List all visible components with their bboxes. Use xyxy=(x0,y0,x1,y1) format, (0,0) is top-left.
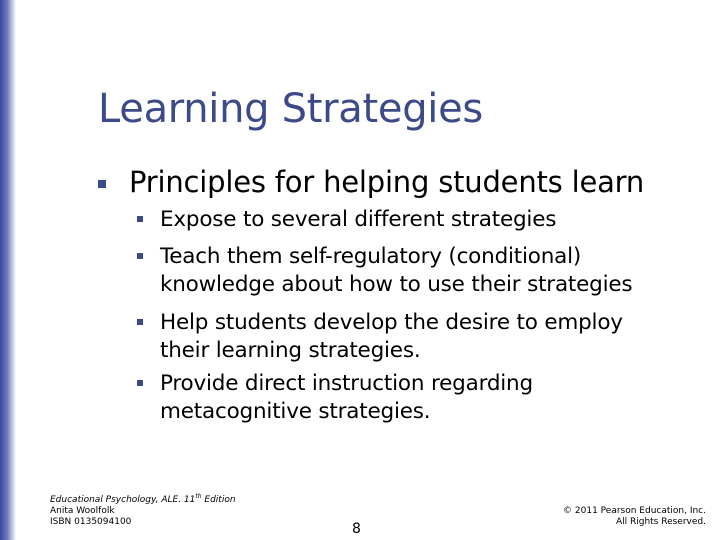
main-point: Principles for helping students learn xyxy=(129,165,645,199)
sub-bullet-marker xyxy=(137,380,143,386)
sub-point-1 xyxy=(160,206,556,234)
sub-point-2-line-1: Teach them self-regulatory (conditional) xyxy=(160,244,582,269)
sub-bullet-marker xyxy=(137,319,143,325)
sub-bullet-marker xyxy=(137,253,143,259)
rights-line: All Rights Reserved. xyxy=(615,517,706,527)
slide-title: Learning Strategies xyxy=(98,86,483,132)
footer-citation xyxy=(50,491,236,528)
sub-point-2 xyxy=(160,243,632,299)
sub-point-2-line-2: knowledge about how to use their strategies xyxy=(160,272,633,297)
sub-point-4-line-1: Provide direct instruction regarding xyxy=(160,371,533,396)
copyright-line: © 2011 Pearson Education, Inc. xyxy=(563,506,706,516)
sub-point-3-line-1: Help students develop the desire to employ xyxy=(160,310,623,335)
bullet-marker xyxy=(98,180,106,188)
slide-side-band xyxy=(0,0,16,540)
sub-point-1-line-1: Expose to several different strategies xyxy=(160,207,557,232)
sub-point-3-line-2: their learning strategies. xyxy=(160,338,421,363)
sub-point-3 xyxy=(160,309,623,365)
sub-point-4 xyxy=(160,370,533,426)
page-number: 8 xyxy=(352,521,361,537)
author-name: Anita Woolfolk xyxy=(50,506,115,516)
book-title: Educational Psychology, ALE. 11th Edition xyxy=(50,493,236,505)
sub-bullet-marker xyxy=(137,216,143,222)
isbn: ISBN 0135094100 xyxy=(50,517,132,527)
edition-superscript: th xyxy=(195,493,202,500)
sub-point-4-line-2: metacognitive strategies. xyxy=(160,399,431,424)
footer-copyright xyxy=(563,506,706,528)
